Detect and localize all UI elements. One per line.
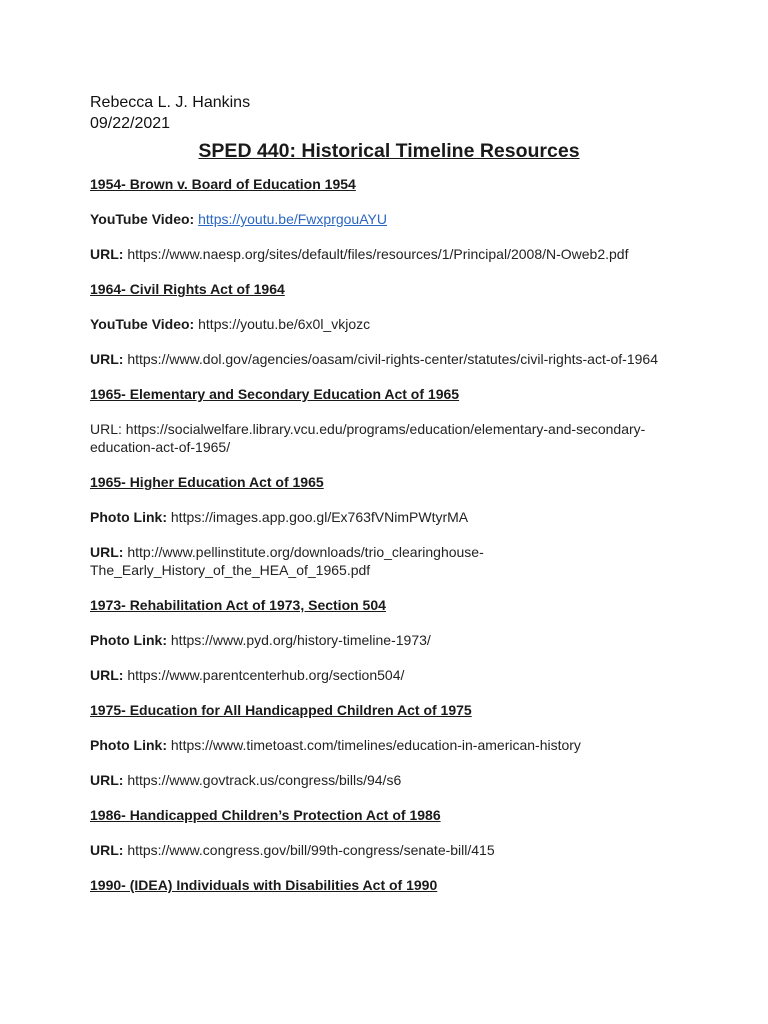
resource-label: URL: — [90, 772, 124, 788]
resource-line — [90, 841, 690, 859]
section-heading: 1954- Brown v. Board of Education 1954 — [90, 176, 356, 192]
resource-url: https://www.govtrack.us/congress/bills/94/s6 — [127, 772, 402, 788]
resource-url: http://www.pellinstitute.org/downloads/trio_clearinghouse-The_Early_History_of_the_HEA_of_1965.pdf — [90, 544, 484, 578]
resource-label: URL: — [90, 246, 124, 262]
resource-url: https://www.congress.gov/bill/99th-congress/senate-bill/415 — [127, 842, 495, 858]
document-page — [90, 92, 690, 911]
resource-url: https://www.dol.gov/agencies/oasam/civil-rights-center/statutes/civil-rights-act-of-1964 — [127, 351, 658, 367]
resource-url: https://www.parentcenterhub.org/section504/ — [127, 667, 405, 683]
section-heading: 1965- Elementary and Secondary Education Act of 1965 — [90, 386, 460, 402]
document-title: SPED 440: Historical Timeline Resources — [198, 140, 580, 162]
resource-label: URL: — [90, 351, 124, 367]
resource-line — [90, 543, 690, 579]
resource-line — [90, 736, 690, 754]
resource-line — [90, 631, 690, 649]
resource-line — [90, 666, 690, 684]
resource-line — [90, 210, 690, 228]
resource-url: https://www.timetoast.com/timelines/education-in-american-history — [170, 737, 581, 753]
resource-line — [90, 508, 690, 526]
resource-label: URL: — [90, 667, 124, 683]
author-name: Rebecca L. J. Hankins — [90, 94, 251, 111]
resource-label: URL: — [90, 842, 124, 858]
resource-label: YouTube Video: — [90, 316, 195, 332]
section-heading: 1990- (IDEA) Individuals with Disabilities Act of 1990 — [90, 877, 438, 893]
resource-line — [90, 771, 690, 789]
section-heading: 1964- Civil Rights Act of 1964 — [90, 281, 285, 297]
resource-link[interactable]: https://youtu.be/FwxprgouAYU — [198, 211, 387, 227]
section-heading: 1973- Rehabilitation Act of 1973, Section 504 — [90, 597, 386, 613]
section-heading: 1965- Higher Education Act of 1965 — [90, 474, 324, 490]
resource-label: URL: — [90, 544, 124, 560]
resource-url: https://youtu.be/6x0l_vkjozc — [198, 316, 371, 332]
resource-line — [90, 350, 690, 368]
resource-url: URL: https://socialwelfare.library.vcu.edu/programs/education/elementary-and-secondary-education-act-of-1965/ — [90, 421, 646, 455]
resource-line — [90, 315, 690, 333]
document-date: 09/22/2021 — [90, 115, 171, 132]
resource-url: https://www.pyd.org/history-timeline-1973/ — [170, 632, 431, 648]
resource-label: Photo Link: — [90, 509, 167, 525]
resource-label: YouTube Video: — [90, 211, 195, 227]
resource-line — [90, 245, 690, 263]
resource-label: Photo Link: — [90, 737, 167, 753]
resource-label: Photo Link: — [90, 632, 167, 648]
resource-url: https://www.naesp.org/sites/default/files/resources/1/Principal/2008/N-Oweb2.pdf — [127, 246, 629, 262]
timeline-sections — [90, 175, 690, 894]
section-heading: 1975- Education for All Handicapped Children Act of 1975 — [90, 702, 472, 718]
resource-line — [90, 420, 690, 456]
resource-url: https://images.app.goo.gl/Ex763fVNimPWtyrMA — [170, 509, 469, 525]
section-heading: 1986- Handicapped Children’s Protection Act of 1986 — [90, 807, 441, 823]
